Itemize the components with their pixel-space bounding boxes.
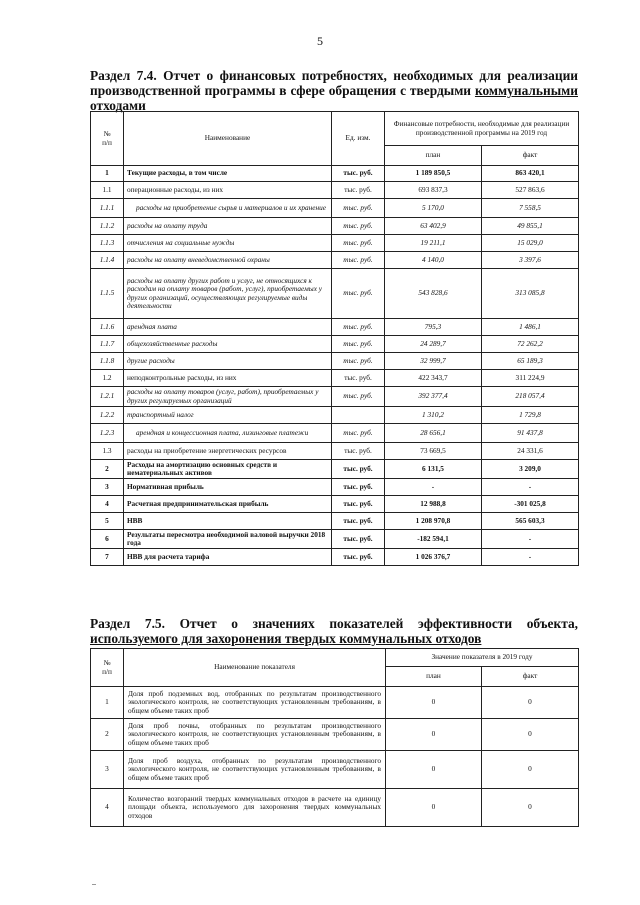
row-name: расходы на оплату других работ и услуг, не относящихся к расходам на оплату товаров (работ, услуг), приобретаемых у других организаций, осуществляющих регулируемые виды деятельности	[124, 269, 332, 319]
table-row	[91, 443, 579, 460]
row-unit: тыс. руб.	[332, 166, 385, 182]
table-row	[91, 513, 579, 530]
row-name: общехозяйственные расходы	[124, 336, 332, 353]
row-name: отчисления на социальные нужды	[124, 235, 332, 252]
row-fact: 91 437,8	[482, 424, 579, 443]
row-num: 7	[91, 549, 124, 566]
row-fact: 313 085,8	[482, 269, 579, 319]
row-num: 1	[91, 166, 124, 182]
row-plan: 73 669,5	[385, 443, 482, 460]
table-row	[91, 496, 579, 513]
row-num: 1.1.1	[91, 199, 124, 218]
row-unit: тыс. руб.	[332, 370, 385, 387]
row-num: 1.1.3	[91, 235, 124, 252]
row-unit: тыс. руб.	[332, 549, 385, 566]
row-name: Количество возгораний твердых коммунальных отходов в расчете на единицу площади объекта, используемого для захоронения твердых коммунальных отходов	[124, 789, 386, 827]
row-plan: 12 988,8	[385, 496, 482, 513]
efficiency-indicators-table	[90, 648, 579, 827]
table-row	[91, 235, 579, 252]
row-fact: 7 558,5	[482, 199, 579, 218]
row-unit: тыс. руб.	[332, 252, 385, 269]
row-fact: 1 486,1	[482, 319, 579, 336]
row-num: 3	[91, 479, 124, 496]
row-fact: 72 262,2	[482, 336, 579, 353]
row-plan: 63 402,9	[385, 218, 482, 235]
t2-header-name: Наименование показателя	[124, 649, 386, 687]
row-unit: тыс. руб.	[332, 182, 385, 199]
table-row	[91, 460, 579, 479]
row-unit: тыс. руб.	[332, 319, 385, 336]
row-fact: 3 397,6	[482, 252, 579, 269]
row-plan: -	[385, 479, 482, 496]
row-name: другие расходы	[124, 353, 332, 370]
row-unit: тыс. руб.	[332, 496, 385, 513]
row-num: 1.1.7	[91, 336, 124, 353]
row-plan: 0	[386, 719, 482, 751]
table-row	[91, 252, 579, 269]
row-num: 4	[91, 789, 124, 827]
table-row	[91, 789, 579, 827]
table-row	[91, 182, 579, 199]
header-fact: факт	[482, 146, 579, 166]
row-num: 1.1.6	[91, 319, 124, 336]
row-name: операционные расходы, из них	[124, 182, 332, 199]
table-row	[91, 370, 579, 387]
row-name: Результаты пересмотра необходимой валовой выручки 2018 года	[124, 530, 332, 549]
header-finance: Финансовые потребности, необходимые для реализации производственной программы на 2019 год	[385, 112, 579, 146]
row-unit: тыс. руб.	[332, 218, 385, 235]
section-7-4-title	[90, 68, 578, 113]
row-plan: 543 828,6	[385, 269, 482, 319]
row-unit: тыс. руб.	[332, 479, 385, 496]
row-plan: -182 594,1	[385, 530, 482, 549]
t2-header-plan: план	[386, 667, 482, 687]
row-fact: 49 855,1	[482, 218, 579, 235]
financial-needs-table	[90, 111, 579, 566]
row-plan: 422 343,7	[385, 370, 482, 387]
table-row	[91, 319, 579, 336]
row-unit: тыс. руб.	[332, 530, 385, 549]
table-row	[91, 353, 579, 370]
row-plan: 0	[386, 751, 482, 789]
row-num: 1.1.8	[91, 353, 124, 370]
row-unit: тыс. руб.	[332, 269, 385, 319]
header-plan: план	[385, 146, 482, 166]
row-plan: 1 026 376,7	[385, 549, 482, 566]
row-name: транспортный налог	[124, 407, 332, 424]
row-fact: 24 331,6	[482, 443, 579, 460]
row-fact: 527 863,6	[482, 182, 579, 199]
table-row	[91, 218, 579, 235]
table-row	[91, 387, 579, 407]
row-plan: 32 999,7	[385, 353, 482, 370]
header-name: Наименование	[124, 112, 332, 166]
row-num: 1.2.2	[91, 407, 124, 424]
row-unit: тыс. руб.	[332, 443, 385, 460]
row-fact: 0	[482, 719, 579, 751]
table-row	[91, 687, 579, 719]
row-unit: тыс. руб.	[332, 513, 385, 530]
row-name: Доля проб почвы, отобранных по результатам производственного экологического контроля, не соответствующих установленным требованиям, в общем объеме таких проб	[124, 719, 386, 751]
t2-header-num: № п/п	[91, 649, 124, 687]
row-fact: -	[482, 479, 579, 496]
row-fact: 218 057,4	[482, 387, 579, 407]
scan-mark	[92, 884, 96, 885]
row-num: 1.1	[91, 182, 124, 199]
row-plan: 4 140,0	[385, 252, 482, 269]
row-name: Доля проб воздуха, отобранных по результатам производственного экологического контроля, не соответствующих установленным требованиям, в общем объеме таких проб	[124, 751, 386, 789]
row-plan: 19 211,1	[385, 235, 482, 252]
table-row	[91, 530, 579, 549]
row-fact: 863 420,1	[482, 166, 579, 182]
row-unit	[332, 407, 385, 424]
row-name: расходы на оплату труда	[124, 218, 332, 235]
row-plan: 6 131,5	[385, 460, 482, 479]
row-fact: -	[482, 549, 579, 566]
t2-header-fact: факт	[482, 667, 579, 687]
row-name: Расходы на амортизацию основных средств и нематериальных активов	[124, 460, 332, 479]
row-name: расходы на приобретение сырья и материалов и их хранение	[124, 199, 332, 218]
page-number: 5	[317, 34, 323, 48]
row-unit: тыс. руб.	[332, 235, 385, 252]
table-row	[91, 479, 579, 496]
row-unit: тыс. руб.	[332, 199, 385, 218]
table-row	[91, 269, 579, 319]
row-num: 1.1.5	[91, 269, 124, 319]
row-fact: 311 224,9	[482, 370, 579, 387]
row-name: Расчетная предпринимательская прибыль	[124, 496, 332, 513]
row-fact: -	[482, 530, 579, 549]
row-num: 1.1.4	[91, 252, 124, 269]
row-plan: 693 837,3	[385, 182, 482, 199]
row-fact: 3 209,0	[482, 460, 579, 479]
row-plan: 5 170,0	[385, 199, 482, 218]
section-7-4-title-text: Раздел 7.4. Отчет о финансовых потребностях, необходимых для реализации производственной программы в сфере обращения с твердыми	[90, 68, 578, 98]
row-name: НВВ для расчета тарифа	[124, 549, 332, 566]
row-name: Нормативная прибыль	[124, 479, 332, 496]
header-unit: Ед. изм.	[332, 112, 385, 166]
row-num: 2	[91, 460, 124, 479]
row-name: арендная плата	[124, 319, 332, 336]
row-fact: 0	[482, 687, 579, 719]
row-num: 6	[91, 530, 124, 549]
row-fact: -301 025,8	[482, 496, 579, 513]
row-name: расходы на приобретение энергетических ресурсов	[124, 443, 332, 460]
table-row	[91, 407, 579, 424]
row-unit: тыс. руб.	[332, 336, 385, 353]
row-num: 1	[91, 687, 124, 719]
row-num: 5	[91, 513, 124, 530]
row-plan: 795,3	[385, 319, 482, 336]
row-unit: тыс. руб.	[332, 460, 385, 479]
row-plan: 28 656,1	[385, 424, 482, 443]
row-name: неподконтрольные расходы, из них	[124, 370, 332, 387]
row-unit: тыс. руб.	[332, 424, 385, 443]
row-plan: 1 310,2	[385, 407, 482, 424]
row-num: 1.2	[91, 370, 124, 387]
table-row	[91, 751, 579, 789]
table-row	[91, 166, 579, 182]
row-num: 1.3	[91, 443, 124, 460]
row-plan: 0	[386, 789, 482, 827]
row-name: Доля проб подземных вод, отобранных по результатам производственного экологического контроля, не соответствующих установленным требованиям, в общем объеме таких проб	[124, 687, 386, 719]
row-fact: 565 603,3	[482, 513, 579, 530]
row-name: НВВ	[124, 513, 332, 530]
table-row	[91, 199, 579, 218]
row-plan: 1 208 970,8	[385, 513, 482, 530]
row-num: 3	[91, 751, 124, 789]
section-7-4-title-last: коммунальными отходами	[90, 83, 578, 113]
row-plan: 24 289,7	[385, 336, 482, 353]
table-row	[91, 336, 579, 353]
row-name: расходы на оплату товаров (услуг, работ), приобретаемых у других регулируемых организаций	[124, 387, 332, 407]
table-row	[91, 549, 579, 566]
row-plan: 0	[386, 687, 482, 719]
row-fact: 65 189,3	[482, 353, 579, 370]
section-7-5-title-text: Раздел 7.5. Отчет о значениях показателей эффективности объекта,	[90, 616, 578, 631]
header-num: № п/п	[91, 112, 124, 166]
row-fact: 15 029,0	[482, 235, 579, 252]
row-fact: 1 729,8	[482, 407, 579, 424]
row-num: 2	[91, 719, 124, 751]
table-row	[91, 424, 579, 443]
section-7-5-title-last: используемого для захоронения твердых коммунальных отходов	[90, 631, 482, 646]
table-row	[91, 719, 579, 751]
row-plan: 1 189 850,5	[385, 166, 482, 182]
row-unit: тыс. руб.	[332, 387, 385, 407]
t2-header-value: Значение показателя в 2019 году	[386, 649, 579, 667]
row-unit: тыс. руб.	[332, 353, 385, 370]
row-num: 1.2.3	[91, 424, 124, 443]
section-7-5-title	[90, 616, 578, 646]
row-name: расходы на оплату вневедомственной охраны	[124, 252, 332, 269]
row-num: 1.2.1	[91, 387, 124, 407]
row-num: 4	[91, 496, 124, 513]
row-fact: 0	[482, 789, 579, 827]
row-name: Текущие расходы, в том числе	[124, 166, 332, 182]
row-plan: 392 377,4	[385, 387, 482, 407]
row-name: арендная и концессионная плата, лизинговые платежи	[124, 424, 332, 443]
row-fact: 0	[482, 751, 579, 789]
row-num: 1.1.2	[91, 218, 124, 235]
